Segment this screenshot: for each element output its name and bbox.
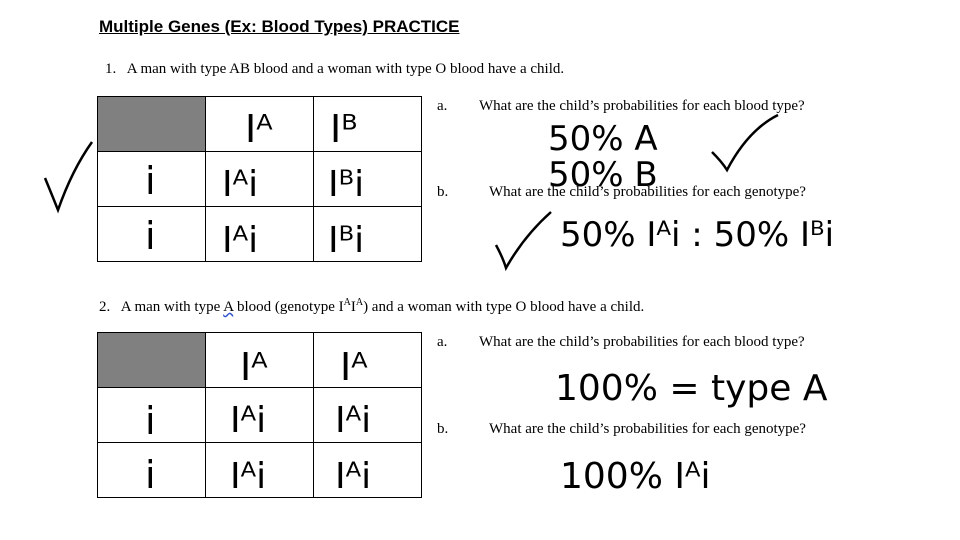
problem-2-question-b (437, 421, 806, 438)
punnett-cell (206, 388, 314, 443)
problem-2-text (99, 297, 644, 316)
allele-label: Iᴬ (340, 345, 368, 389)
checkmark-icon (45, 142, 92, 210)
question-text: What are the child’s probabilities for each genotype? (489, 184, 806, 200)
checkmark-icon (496, 212, 551, 268)
punnett-square-1 (97, 96, 422, 262)
genotype-cell: Iᴬi (335, 400, 372, 441)
allele-label: Iᴮ (330, 107, 358, 151)
punnett-square-2 (97, 332, 422, 498)
punnett-cell (314, 152, 422, 207)
punnett-cell (98, 443, 206, 498)
punnett-corner (98, 97, 206, 152)
problem-1-question-b (437, 184, 806, 201)
allele-label: i (145, 399, 156, 443)
superscript: A (343, 297, 351, 308)
punnett-cell (206, 152, 314, 207)
genotype-cell: Iᴬi (222, 220, 259, 261)
punnett-corner (98, 333, 206, 388)
problem-2-text-part: blood (genotype I (233, 299, 344, 315)
problem-1-number: 1. (105, 61, 117, 77)
question-text: What are the child’s probabilities for each genotype? (489, 421, 806, 437)
superscript: A (355, 297, 364, 308)
answer-1b: 50% Iᴬi : 50% Iᴮi (560, 215, 835, 255)
answer-2a: 100% = type A (555, 368, 828, 409)
punnett-cell (206, 333, 314, 388)
problem-2-text-part: A man with type (120, 299, 224, 315)
question-text: What are the child’s probabilities for each blood type? (479, 98, 805, 114)
problem-2-text-part: I (350, 299, 356, 315)
punnett-cell (206, 443, 314, 498)
punnett-cell (206, 207, 314, 262)
punnett-cell (314, 443, 422, 498)
answer-1a-line-2: 50% B (548, 155, 658, 195)
allele-label: Iᴬ (245, 107, 273, 151)
allele-label: i (145, 214, 156, 258)
allele-label: Iᴬ (240, 345, 268, 389)
spellcheck-underlined-word: A (223, 299, 234, 315)
genotype-cell: Iᴬi (230, 456, 267, 497)
punnett-cell (98, 207, 206, 262)
punnett-cell (98, 388, 206, 443)
problem-2-question-a (437, 334, 805, 351)
punnett-cell (314, 333, 422, 388)
allele-label: i (145, 453, 156, 497)
answer-1a-line-1: 50% A (548, 119, 658, 159)
question-letter: b. (437, 421, 449, 437)
question-letter: b. (437, 184, 449, 200)
punnett-cell (98, 152, 206, 207)
page-title: Multiple Genes (Ex: Blood Types) PRACTICE (99, 17, 460, 36)
genotype-cell: Iᴮi (328, 164, 365, 205)
genotype-cell: Iᴮi (328, 220, 365, 261)
problem-2-number: 2. (99, 299, 111, 315)
answer-2b: 100% Iᴬi (560, 456, 711, 497)
question-text: What are the child’s probabilities for each blood type? (479, 334, 805, 350)
problem-1-statement: A man with type AB blood and a woman with type O blood have a child. (126, 61, 565, 77)
checkmark-icon (712, 115, 778, 170)
punnett-cell (314, 97, 422, 152)
allele-label: i (145, 159, 156, 203)
problem-2-text-part: ) and a woman with type O blood have a child. (363, 299, 645, 315)
punnett-cell (314, 388, 422, 443)
punnett-cell (314, 207, 422, 262)
question-letter: a. (437, 334, 448, 350)
genotype-cell: Iᴬi (222, 164, 259, 205)
punnett-cell (206, 97, 314, 152)
genotype-cell: Iᴬi (335, 456, 372, 497)
genotype-cell: Iᴬi (230, 400, 267, 441)
problem-1-text (105, 61, 564, 78)
problem-1-question-a (437, 98, 805, 115)
question-letter: a. (437, 98, 448, 114)
